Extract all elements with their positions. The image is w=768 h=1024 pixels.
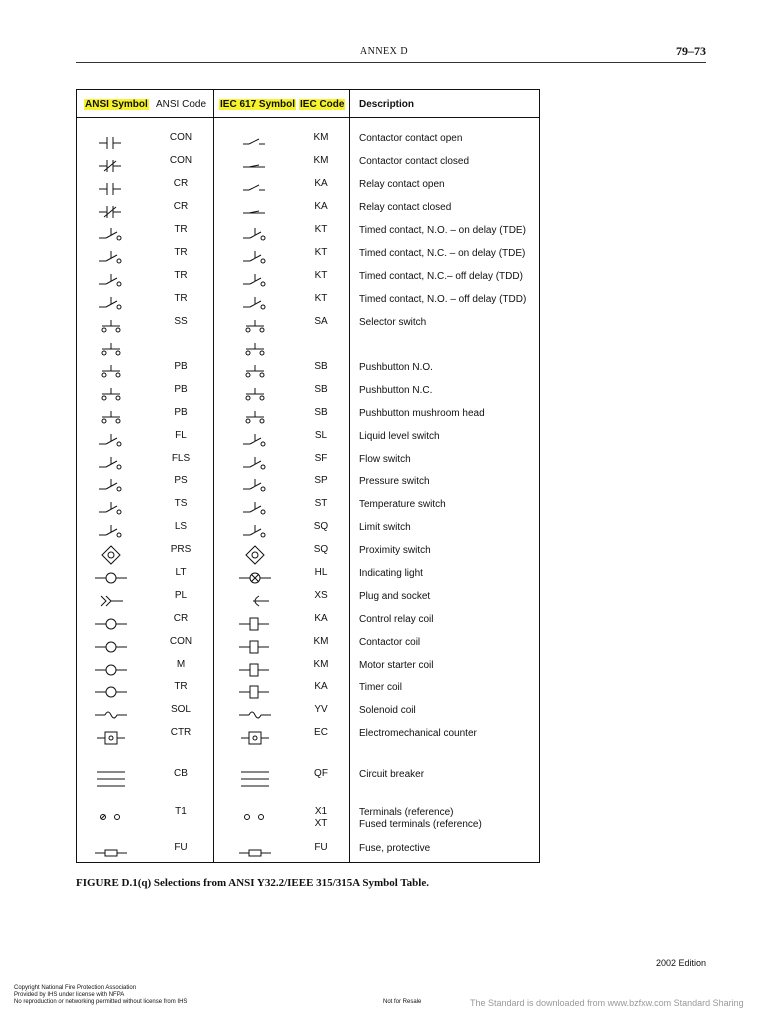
table-row [77,806,539,830]
iec-code-cell: SL [314,430,328,441]
iec-code-cell: KT [314,247,328,258]
ansi-code-cell: LS [174,521,188,532]
timed-contact-icon [91,247,131,269]
description-cell: Limit switch [359,522,411,533]
ansi-code-cell: CR [173,178,189,189]
switch-icon [91,521,131,543]
description-cell: Pressure switch [359,476,430,487]
copyright-notice [14,985,187,1006]
watermark: The Standard is downloaded from www.bzfxw.com Standard Sharing [470,998,744,1008]
table-row [77,178,539,198]
ansi-code-cell: FLS [171,453,191,464]
iec-symbol-cell [235,768,275,795]
column-header-ansi-symbol: ANSI Symbol [85,99,148,110]
coil-icon [91,613,131,635]
iec-code-cell: KT [314,224,328,235]
ansi-code-cell: LT [175,567,187,578]
counter-icon [91,727,131,749]
table-row [77,155,539,175]
circuit-breaker-icon [91,768,131,790]
ansi-code-cell: CON [169,636,193,647]
description-cell: Contactor contact open [359,133,463,144]
iec-switch-icon [235,430,275,452]
iec-code-cell: SF [314,453,328,464]
description-cell: Pushbutton N.O. [359,362,433,373]
iec-symbol-cell [235,842,275,869]
description-cell: Electromechanical counter [359,728,477,739]
table-row [77,339,539,359]
iec-lamp-icon [235,567,275,589]
iec-pushbutton-icon [235,384,275,406]
iec-terminals-icon [235,806,275,828]
iec-plug-icon [235,590,275,612]
iec-selector-switch-lower-icon [235,339,275,361]
description-cell: Proximity switch [359,545,431,556]
pushbutton-icon [91,407,131,429]
table-row [77,590,539,610]
ansi-code-cell: TR [174,224,188,235]
description-cell: Circuit breaker [359,769,425,780]
table-row [77,384,539,404]
page-number: 79–73 [676,44,706,58]
iec-proximity-icon [235,544,275,566]
ansi-code-cell: PB [174,384,188,395]
iec-pushbutton-icon [235,361,275,383]
ansi-code-cell: FU [174,842,188,853]
ansi-symbol-cell [91,727,131,754]
pushbutton-icon [91,384,131,406]
iec-switch-icon [235,498,275,520]
description-cell: Pushbutton mushroom head [359,408,485,419]
description-cell: Contactor coil [359,637,421,648]
description-cell: Timed contact, N.C. – on delay (TDE) [359,248,526,259]
iec-contact-open-icon [235,178,275,200]
iec-timed-contact-icon [235,270,275,292]
iec-code-cell: XS [314,590,328,601]
description-cell: Flow switch [359,454,411,465]
iec-counter-icon [235,727,275,749]
edition-label: 2002 Edition [655,958,706,968]
coil-icon [91,659,131,681]
iec-code-cell: SQ [313,521,329,532]
selector-switch-lower-icon [91,339,131,361]
ansi-code-cell: CR [173,201,189,212]
switch-icon [91,430,131,452]
iec-contact-closed-icon [235,201,275,223]
iec-switch-icon [235,475,275,497]
table-row [77,768,539,788]
copyright-line: Provided by IHS under license with NFPA [14,992,125,998]
table-row [77,567,539,587]
iec-circuit-breaker-icon [235,768,275,790]
iec-code-cell: YV [314,704,328,715]
iec-code-cell: KM [313,132,329,143]
description-cell: Terminals (reference) [359,807,454,818]
proximity-icon [91,544,131,566]
fuse-icon [91,842,131,864]
table-row [77,201,539,221]
iec-code-cell: KA [314,201,328,212]
switch-icon [91,498,131,520]
iec-timed-contact-icon [235,293,275,315]
symbol-table [76,89,540,863]
ansi-code-cell: CON [169,132,193,143]
iec-code-cell: X1 [314,806,328,817]
contact-open-icon [91,178,131,200]
iec-timed-contact-icon [235,247,275,269]
copyright-line: Copyright National Fire Protection Association [14,985,137,991]
iec-code-cell: KM [313,659,329,670]
iec-timed-contact-icon [235,224,275,246]
table-row [77,361,539,381]
description-cell: Timed contact, N.C.– off delay (TDD) [359,271,523,282]
iec-symbol-cell [235,806,275,833]
iec-code-cell: KT [314,293,328,304]
header-rule [76,62,706,63]
timed-contact-icon [91,224,131,246]
iec-coil-icon [235,636,275,658]
iec-timer-coil-icon [235,681,275,703]
table-row [77,224,539,244]
table-row [77,293,539,313]
timed-contact-icon [91,293,131,315]
contact-closed-icon [91,155,131,177]
table-row [77,247,539,267]
column-header-description: Description [359,99,415,110]
table-row [77,453,539,473]
table-row [77,613,539,633]
iec-selector-switch-icon [235,316,275,338]
not-for-resale: Not for Resale [383,999,422,1005]
description-cell: Pushbutton N.C. [359,385,433,396]
table-row [77,636,539,656]
description-cell: Fuse, protective [359,843,431,854]
ansi-code-cell: TR [174,293,188,304]
description-cell: Relay contact closed [359,202,452,213]
iec-code-cell: KA [314,681,328,692]
iec-code-cell: KA [314,613,328,624]
description-cell: Control relay coil [359,614,434,625]
description-cell: Indicating light [359,568,423,579]
iec-code-cell: KA [314,178,328,189]
iec-fuse-icon [235,842,275,864]
table-row [77,681,539,701]
ansi-code-cell: FL [175,430,187,441]
iec-code-cell: SQ [313,544,329,555]
column-header-iec-code: IEC Code [300,99,345,110]
description-cell: Relay contact open [359,179,445,190]
iec-solenoid-icon [235,704,275,726]
figure-caption: FIGURE D.1(q) Selections from ANSI Y32.2/IEEE 315/315A Symbol Table. [76,877,429,889]
description-cell: Timed contact, N.O. – off delay (TDD) [359,294,527,305]
table-row [77,521,539,541]
contact-closed-icon [91,201,131,223]
ansi-code-cell: SOL [170,704,191,715]
ansi-code-cell: CB [174,768,188,779]
iec-code-cell: QF [314,768,328,779]
ansi-code-cell: PB [174,407,188,418]
table-row [77,270,539,290]
iec-code-cell: KT [314,270,328,281]
column-header-ansi-code: ANSI Code [156,99,207,110]
column-header-iec-symbol: IEC 617 Symbol [220,99,296,110]
ansi-code-cell: TS [174,498,188,509]
ansi-code-cell: TR [174,247,188,258]
solenoid-icon [91,704,131,726]
table-row [77,659,539,679]
ansi-code-cell: TR [174,681,188,692]
ansi-code-cell: CR [173,613,189,624]
ansi-code-cell: M [176,659,186,670]
iec-pushbutton-icon [235,407,275,429]
coil-icon [91,636,131,658]
table-row [77,727,539,747]
description-cell: Motor starter coil [359,660,434,671]
iec-code-cell: KM [313,636,329,647]
ansi-code-cell: PRS [170,544,192,555]
ansi-symbol-cell [91,842,131,869]
ansi-code-cell: CTR [170,727,192,738]
table-row [77,544,539,564]
ansi-code-cell: SS [174,316,188,327]
timed-contact-icon [91,270,131,292]
lamp-icon [91,567,131,589]
iec-switch-icon [235,521,275,543]
iec-code-cell: SB [314,407,328,418]
iec-code-cell: SP [314,475,328,486]
ansi-symbol-cell [91,806,131,833]
iec-code-cell: ST [314,498,328,509]
table-row [77,842,539,862]
description-cell: Liquid level switch [359,431,440,442]
annex-title: ANNEX D [359,46,409,57]
description-cell: Contactor contact closed [359,156,470,167]
iec-contact-closed-icon [235,155,275,177]
table-row [77,407,539,427]
ansi-symbol-cell [91,768,131,795]
description-cell: Plug and socket [359,591,431,602]
description-cell: Fused terminals (reference) [359,819,482,830]
plug-icon [91,590,131,612]
coil-icon [91,681,131,703]
iec-coil-icon [235,613,275,635]
ansi-code-cell: PB [174,361,188,372]
header-divider [77,117,539,118]
description-cell: Selector switch [359,317,427,328]
iec-coil-icon [235,659,275,681]
iec-contact-open-icon [235,132,275,154]
description-cell: Timer coil [359,682,402,693]
ansi-code-cell: PL [174,590,188,601]
description-cell: Timed contact, N.O. – on delay (TDE) [359,225,526,236]
description-cell: Temperature switch [359,499,446,510]
ansi-code-cell: CON [169,155,193,166]
iec-code-cell: FU [314,842,328,853]
ansi-code-cell: PS [174,475,188,486]
contact-open-icon [91,132,131,154]
switch-icon [91,453,131,475]
table-row [77,704,539,724]
table-row [77,498,539,518]
ansi-code-cell: TR [174,270,188,281]
iec-code-cell: KM [313,155,329,166]
switch-icon [91,475,131,497]
description-cell: Solenoid coil [359,705,416,716]
table-row [77,132,539,152]
ansi-code-cell: T1 [175,806,187,817]
table-row [77,475,539,495]
table-row [77,430,539,450]
iec-code-cell: EC [314,727,328,738]
iec-code-cell: XT [314,818,328,829]
table-row [77,316,539,336]
selector-switch-icon [91,316,131,338]
pushbutton-icon [91,361,131,383]
iec-symbol-cell [235,727,275,754]
iec-switch-icon [235,453,275,475]
iec-code-cell: SB [314,361,328,372]
copyright-line: No reproduction or networking permitted without license from IHS [14,999,188,1005]
terminals-icon [91,806,131,828]
iec-code-cell: SB [314,384,328,395]
iec-code-cell: HL [314,567,328,578]
iec-code-cell: SA [314,316,328,327]
